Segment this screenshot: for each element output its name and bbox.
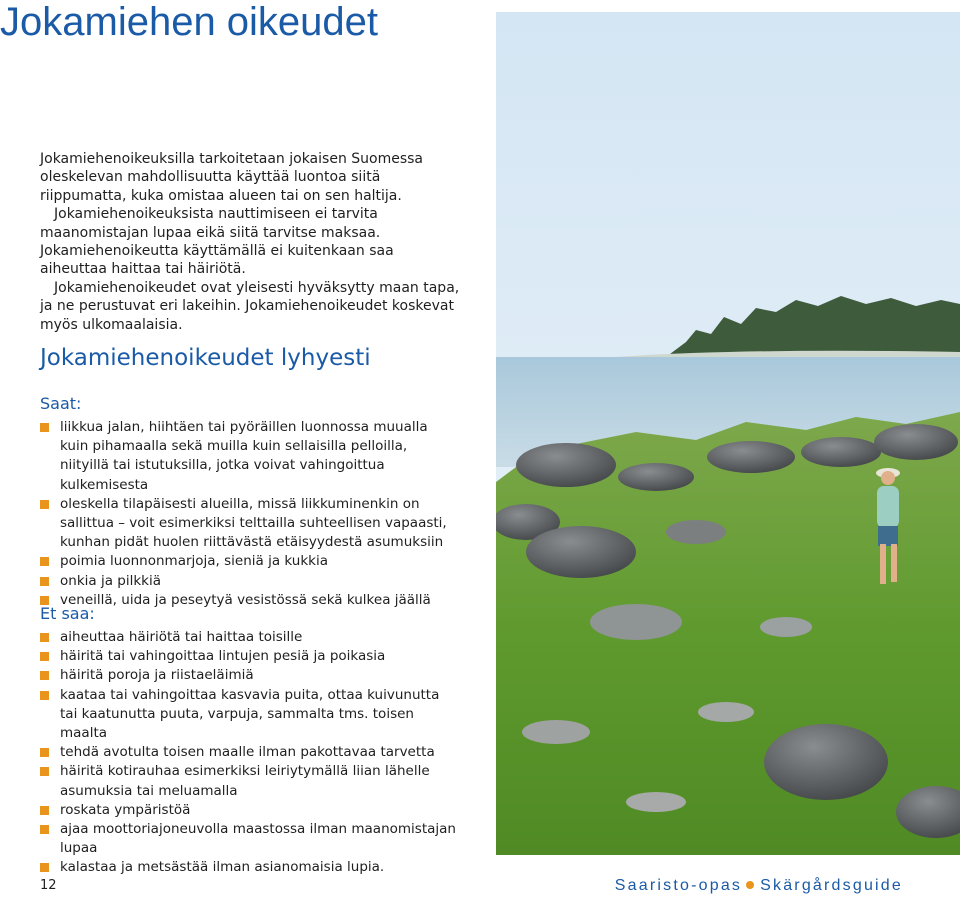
list-item-text: tehdä avotulta toisen maalle ilman pakottavaa tarvetta xyxy=(60,744,435,761)
list-item-text: roskata ympäristöä xyxy=(60,801,191,818)
bullet-icon xyxy=(40,652,49,661)
bullet-icon xyxy=(40,767,49,776)
list-item xyxy=(40,591,460,610)
list-item xyxy=(40,743,460,762)
footer-right-title: Skärgårdsguide xyxy=(760,877,903,894)
bullet-icon xyxy=(40,557,49,566)
bullet-icon xyxy=(40,748,49,757)
list-item-text: häiritä poroja ja riistaeläimiä xyxy=(60,667,254,684)
list-item xyxy=(40,647,460,666)
bullet-icon xyxy=(40,671,49,680)
intro-paragraph: Jokamiehenoikeuksista nauttimiseen ei tarvita maanomistajan lupaa eikä siitä tarvitse maksaa. Jokamiehenoikeutta käyttämällä ei kuitenkaan saa aiheuttaa haittaa tai häiriötä. xyxy=(40,206,394,278)
list-item xyxy=(40,820,460,858)
footer-left-title: Saaristo-opas xyxy=(614,877,743,894)
bullet-icon xyxy=(40,423,49,432)
list-item-text: kaataa tai vahingoittaa kasvavia puita, ottaa kuivunutta tai kaatunutta puuta, varpuja, sammalta tms. toisen maalta xyxy=(60,686,440,742)
list-item xyxy=(40,495,460,553)
list-item xyxy=(40,552,460,571)
can-heading: Saat: xyxy=(40,394,82,413)
list-item xyxy=(40,801,460,820)
coastal-photo-illustration xyxy=(496,12,960,855)
list-item xyxy=(40,418,460,495)
list-item-text: veneillä, uida ja peseytyä vesistössä sekä kulkea jäällä xyxy=(60,591,431,608)
list-item-text: onkia ja pilkkiä xyxy=(60,572,161,589)
list-item xyxy=(40,686,460,744)
list-item-text: liikkua jalan, hiihtäen tai pyöräillen luonnossa muualla kuin pihamaalla sekä muilla kuin sellaisilla pelloilla, niityillä tai istutuksilla, jotka voivat vahingoittua kulkemisesta xyxy=(60,419,428,493)
list-item-text: häiritä tai vahingoittaa lintujen pesiä ja poikasia xyxy=(60,648,386,665)
list-item-text: oleskella tilapäisesti alueilla, missä liikkuminenkin on sallittua – voit esimerkiksi telttailla suhteellisen vapaasti, kunhan pidät huolen riittävästä etäisyydestä asumuksiin xyxy=(60,495,447,551)
list-item xyxy=(40,572,460,591)
list-item-text: kalastaa ja metsästää ilman asianomaisia lupia. xyxy=(60,859,385,876)
cannot-list xyxy=(40,628,460,878)
intro-paragraph: Jokamiehenoikeuksilla tarkoitetaan jokaisen Suomessa oleskelevan mahdollisuutta käyttää luontoa siitä riippumatta, kuka omistaa alueen tai on sen haltija. xyxy=(40,151,424,204)
can-list xyxy=(40,418,460,610)
intro-text xyxy=(40,150,460,334)
list-item xyxy=(40,762,460,800)
list-item-text: aiheuttaa häiriötä tai haittaa toisille xyxy=(60,629,303,645)
footer-title xyxy=(615,876,903,896)
bullet-icon xyxy=(40,863,49,872)
page-number: 12 xyxy=(40,878,57,893)
dot-icon xyxy=(746,881,754,889)
cannot-heading: Et saa: xyxy=(40,604,95,623)
list-item xyxy=(40,628,460,647)
bullet-icon xyxy=(40,577,49,586)
page-title: Jokamiehen oikeudet xyxy=(0,0,379,44)
bullet-icon xyxy=(40,806,49,815)
list-item xyxy=(40,666,460,685)
bullet-icon xyxy=(40,500,49,509)
list-item-text: poimia luonnonmarjoja, sieniä ja kukkia xyxy=(60,553,329,570)
intro-paragraph: Jokamiehenoikeudet ovat yleisesti hyväksytty maan tapa, ja ne perustuvat eri lakeihin. Jokamiehenoikeudet koskevat myös ulkomaalaisia. xyxy=(40,279,460,333)
bullet-icon xyxy=(40,691,49,700)
list-item-text: ajaa moottoriajoneuvolla maastossa ilman maanomistajan lupaa xyxy=(60,821,456,857)
section-title: Jokamiehenoikeudet lyhyesti xyxy=(40,345,371,371)
bullet-icon xyxy=(40,825,49,834)
list-item xyxy=(40,858,460,877)
list-item-text: häiritä kotirauhaa esimerkiksi leiriytymällä liian lähelle asumuksia tai meluamalla xyxy=(60,763,430,799)
bullet-icon xyxy=(40,633,49,642)
coastal-photo xyxy=(496,12,960,855)
